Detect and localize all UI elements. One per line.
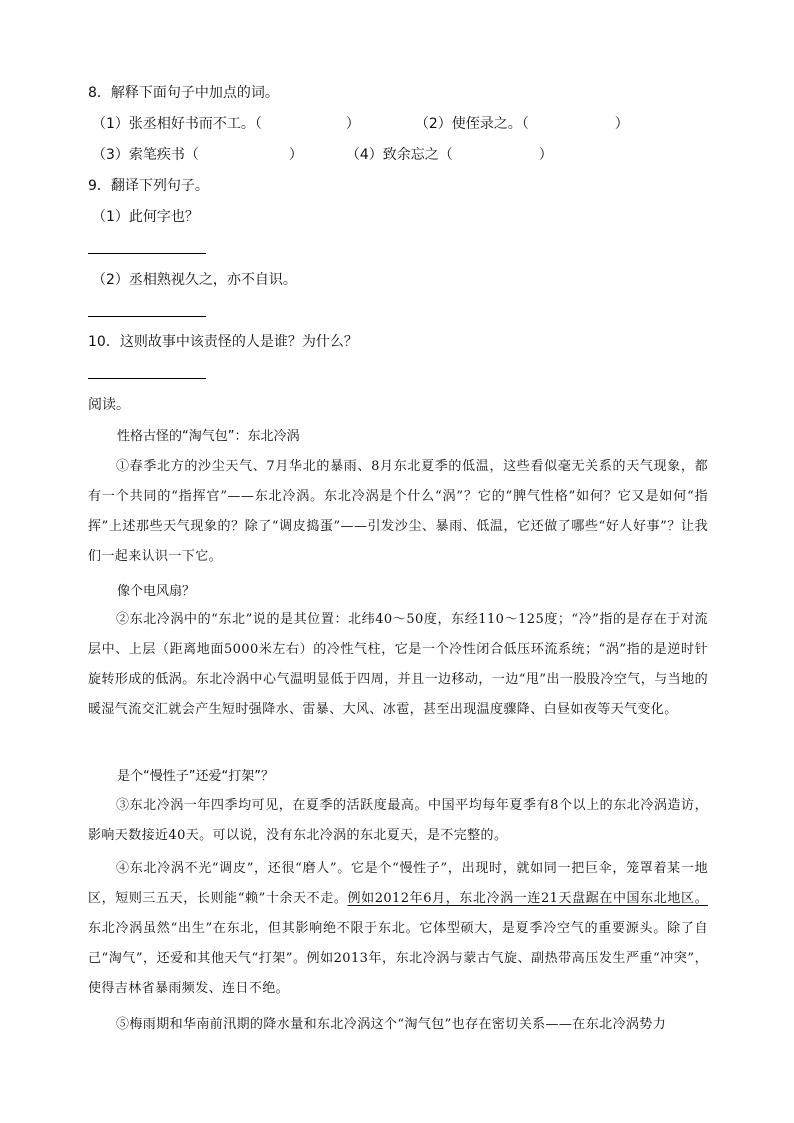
passage-paragraph-4-end: 东北冷涡虽然“出生”在东北，但其影响绝不限于东北。它体型硕大，是夏季冷空气的重要源头。除了自己“淘气”，还爱和其他天气“打架”。例如2013年，东北冷涡与蒙古气旋、副热带高压发生严重“冲突”，使得吉林省暴雨频发、连日不绝。 — [88, 921, 708, 996]
question-9-title: 9．翻译下列句子。 — [88, 178, 209, 194]
passage-heading-1: 像个电风扇？ — [117, 584, 196, 599]
question-8-item-2-close: ） — [614, 116, 629, 132]
question-8-item-1-close: ） — [345, 116, 360, 132]
passage-paragraph-4 — [88, 854, 708, 1004]
question-8-row-1 — [92, 115, 629, 133]
passage-heading-2: 是个“慢性子”还爱“打架”？ — [117, 769, 274, 784]
passage-paragraph-4-start: ④东北冷涡不光“调皮”，还很“磨人”。它是个“慢性子”，出现时，就如同一把巨伞，笼罩着某一地区，短则三五天，长则能“赖”十余天不走。 — [88, 861, 708, 906]
question-8-row-2 — [92, 146, 553, 164]
question-9-item-2: （2）丞相熟视久之，亦不自识。 — [92, 272, 297, 288]
reading-label: 阅读。 — [88, 397, 130, 413]
passage-paragraph-1: ①春季北方的沙尘天气、7月华北的暴雨、8月东北夏季的低温，这些看似毫无关系的天气现象，都有一个共同的“指挥官”——东北冷涡。东北冷涡是个什么“涡”？它的“脾气性格”如何？它又是如何“指挥”上述那些天气现象的？除了“调皮捣蛋”——引发沙尘、暴雨、低温，它还做了哪些“好人好事”？让我们一起来认识一下它。 — [88, 459, 708, 564]
question-9-item-1: （1）此何字也？ — [92, 209, 199, 225]
underlined-sentence: 例如2012年6月，东北冷涡一连21天盘踞在中国东北地区。 — [347, 891, 709, 906]
passage-title: 性格古怪的“淘气包”：东北冷涡 — [117, 429, 300, 444]
question-8-item-2: （2）使侄录之。（ — [414, 116, 529, 132]
question-8-item-4: （4）致余忘之（ — [345, 147, 453, 163]
question-8-item-3-close: ） — [288, 147, 303, 163]
question-8-item-4-close: ） — [538, 147, 553, 163]
answer-line-9-1[interactable] — [88, 253, 206, 254]
question-8-item-1: （1）张丞相好书而不工。（ — [92, 116, 262, 132]
passage-paragraph-5: ⑤梅雨期和华南前汛期的降水量和东北冷涡这个“淘气包”也存在密切关系——在东北冷涡势力 — [116, 1017, 667, 1032]
answer-line-10[interactable] — [88, 378, 206, 379]
passage-paragraph-2: ②东北冷涡中的“东北”说的是其位置：北纬40～50度，东经110～125度；“冷”指的是存在于对流层中、上层（距离地面5000米左右）的冷性气柱，它是一个冷性闭合低压环流系统；“涡”指的是逆时针旋转形成的低涡。东北冷涡中心气温明显低于四周，并且一边移动，一边“甩”出一股股冷空气，与当地的暖湿气流交汇就会产生短时强降水、雷暴、大风、冰雹，甚至出现温度骤降、白昼如夜等天气变化。 — [88, 612, 708, 717]
question-8-title: 8．解释下面句子中加点的词。 — [88, 85, 279, 101]
question-8-item-3: （3）索笔疾书（ — [92, 147, 199, 163]
passage-paragraph-3: ③东北冷涡一年四季均可见，在夏季的活跃度最高。中国平均每年夏季有8个以上的东北冷涡造访，影响天数接近40天。可以说，没有东北冷涡的东北夏天，是不完整的。 — [88, 798, 708, 843]
answer-line-9-2[interactable] — [88, 316, 206, 317]
question-10-title: 10．这则故事中该责怪的人是谁？为什么？ — [88, 334, 358, 350]
